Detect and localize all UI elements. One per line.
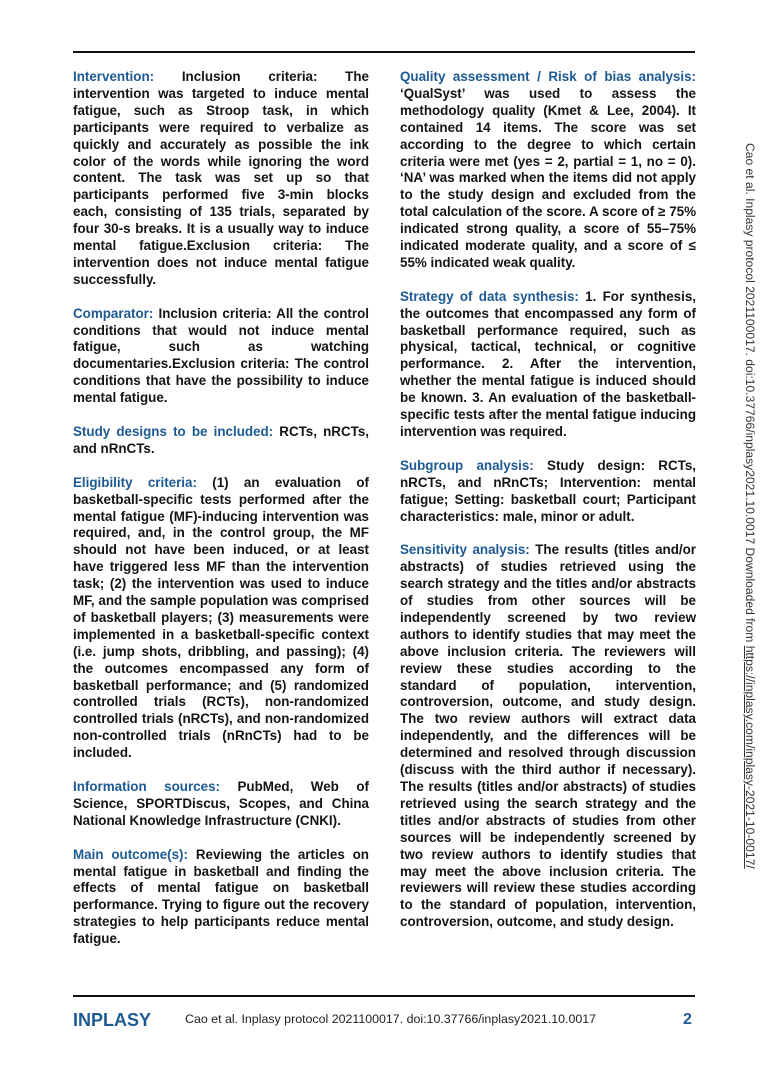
section-sensitivity-analysis bbox=[400, 542, 696, 931]
section-heading: Subgroup analysis: bbox=[400, 457, 534, 473]
section-heading: Intervention: bbox=[73, 69, 155, 84]
section-heading: Information sources: bbox=[73, 779, 220, 794]
section-heading: Main outcome(s): bbox=[73, 846, 188, 862]
side-download-note bbox=[743, 143, 757, 869]
bottom-rule bbox=[73, 995, 695, 997]
section-subgroup-analysis bbox=[400, 458, 696, 526]
section-body: Reviewing the articles on mental fatigue in basketball and finding the effects of mental fatigue on basketball performance. Trying to figure out the recovery strategies to help participants reduce mental fatigue. bbox=[73, 846, 369, 947]
section-body: Study design: RCTs, nRCTs, and nRnCTs; Intervention: mental fatigue; Setting: basketball court; Participant characteristics: male, minor or adult. bbox=[400, 457, 696, 524]
footer-brand-logo: INPLASY bbox=[73, 1010, 152, 1030]
section-intervention bbox=[73, 69, 369, 289]
section-heading: Eligibility criteria: bbox=[73, 474, 197, 490]
section-comparator bbox=[73, 306, 369, 407]
section-body: The results (titles and/or abstracts) of studies retrieved using the search strategy and the titles and/or abstracts of studies from other sources will be independently screened by two review authors to identify studies that may meet the above inclusion criteria. The reviewers will review these studies according to the standard of population, intervention, controversion, outcome, and study design. The two review authors will extract data independently, and the differences will be determined and resolved through discussion (discuss with the third author if necessary). The results (titles and/or abstracts) of studies retrieved using the search strategy and the titles and/or abstracts of studies from other sources will be independently screened by two review authors to identify studies that may meet the above inclusion criteria. The reviewers will review these studies according to the standard of population, intervention, controversion, outcome, and study design. bbox=[400, 542, 696, 930]
top-rule bbox=[73, 51, 695, 53]
section-quality-assessment bbox=[400, 69, 696, 272]
section-heading: Quality assessment / Risk of bias analysis: bbox=[400, 69, 696, 84]
footer-citation: Cao et al. Inplasy protocol 2021100017. doi:10.37766/inplasy2021.10.0017 bbox=[185, 1012, 597, 1026]
section-body: 1. For synthesis, the outcomes that encompassed any form of basketball performance required, such as physical, tactical, technical, or cognitive performance. 2. After the intervention, whether the mental fatigue is induced should be known. 3. An evaluation of the basketball-specific tests after the mental fatigue inducing intervention was required. bbox=[400, 288, 696, 440]
page-number: 2 bbox=[683, 1011, 692, 1028]
section-information-sources bbox=[73, 779, 369, 830]
side-note-link[interactable]: https://inplasy.com/inplasy-2021-10-0017/ bbox=[743, 645, 757, 869]
section-body: Inclusion criteria: All the control conditions that would not induce mental fatigue, such as watching documentaries.Exclusion criteria: The control conditions that have the possibility to induce mental fatigue. bbox=[73, 305, 369, 406]
left-column bbox=[73, 69, 369, 965]
section-data-synthesis bbox=[400, 289, 696, 441]
section-heading: Comparator: bbox=[73, 305, 154, 321]
section-heading: Study designs to be included: bbox=[73, 424, 274, 439]
section-body: Inclusion criteria: The intervention was targeted to induce mental fatigue, such as Stroop task, in which participants were required to verbalize as quickly and accurately as possible the ink color of the words while ignoring the word content. The task was set up so that participants performed five 3-min blocks each, consisting of 135 trials, separated by four 30-s breaks. It is a usually way to induce mental fatigue.Exclusion criteria: The intervention does not induce mental fatigue successfully. bbox=[73, 69, 369, 287]
section-study-designs bbox=[73, 424, 369, 458]
section-body: RCTs, nRCTs, and nRnCTs. bbox=[73, 424, 369, 456]
right-column bbox=[400, 69, 696, 948]
section-main-outcomes bbox=[73, 847, 369, 948]
section-body: ‘QualSyst’ was used to assess the methodology quality (Kmet & Lee, 2004). It contained 14 items. The score was set according to the degree to which certain criteria were met (yes = 2, partial = 1, no = 0). ‘NA’ was marked when the items did not apply to the study design and excluded from the total calculation of the score. A score of ≥ 75% indicated strong quality, a score of 55–75% indicated moderate quality, and a score of ≤ 55% indicated weak quality. bbox=[400, 85, 696, 270]
section-body: PubMed, Web of Science, SPORTDiscus, Scopes, and China National Knowledge Infrastructure (CNKI). bbox=[73, 779, 369, 828]
section-heading: Sensitivity analysis: bbox=[400, 542, 530, 558]
section-body: (1) an evaluation of basketball-specific tests performed after the mental fatigue (MF)-inducing intervention was required, and, in the control group, the MF should not have been induced, or at least have triggered less MF than the intervention task; (2) the intervention was used to induce MF, and the sample population was comprised of basketball players; (3) measurements were implemented in a basketball-specific context (i.e. jump shots, dribbling, and passing); (4) the outcomes encompassed any form of basketball performance; and (5) randomized controlled trials (RCTs), non-randomized controlled trials (nRCTs), and non-randomized non-controlled trials (nRnCTs) had to be included. bbox=[73, 474, 369, 761]
section-eligibility-criteria bbox=[73, 475, 369, 762]
section-heading: Strategy of data synthesis: bbox=[400, 288, 579, 304]
side-note-text: Cao et al. Inplasy protocol 2021100017. doi:10.37766/inplasy2021.10.0017 Downloaded from bbox=[743, 143, 757, 646]
